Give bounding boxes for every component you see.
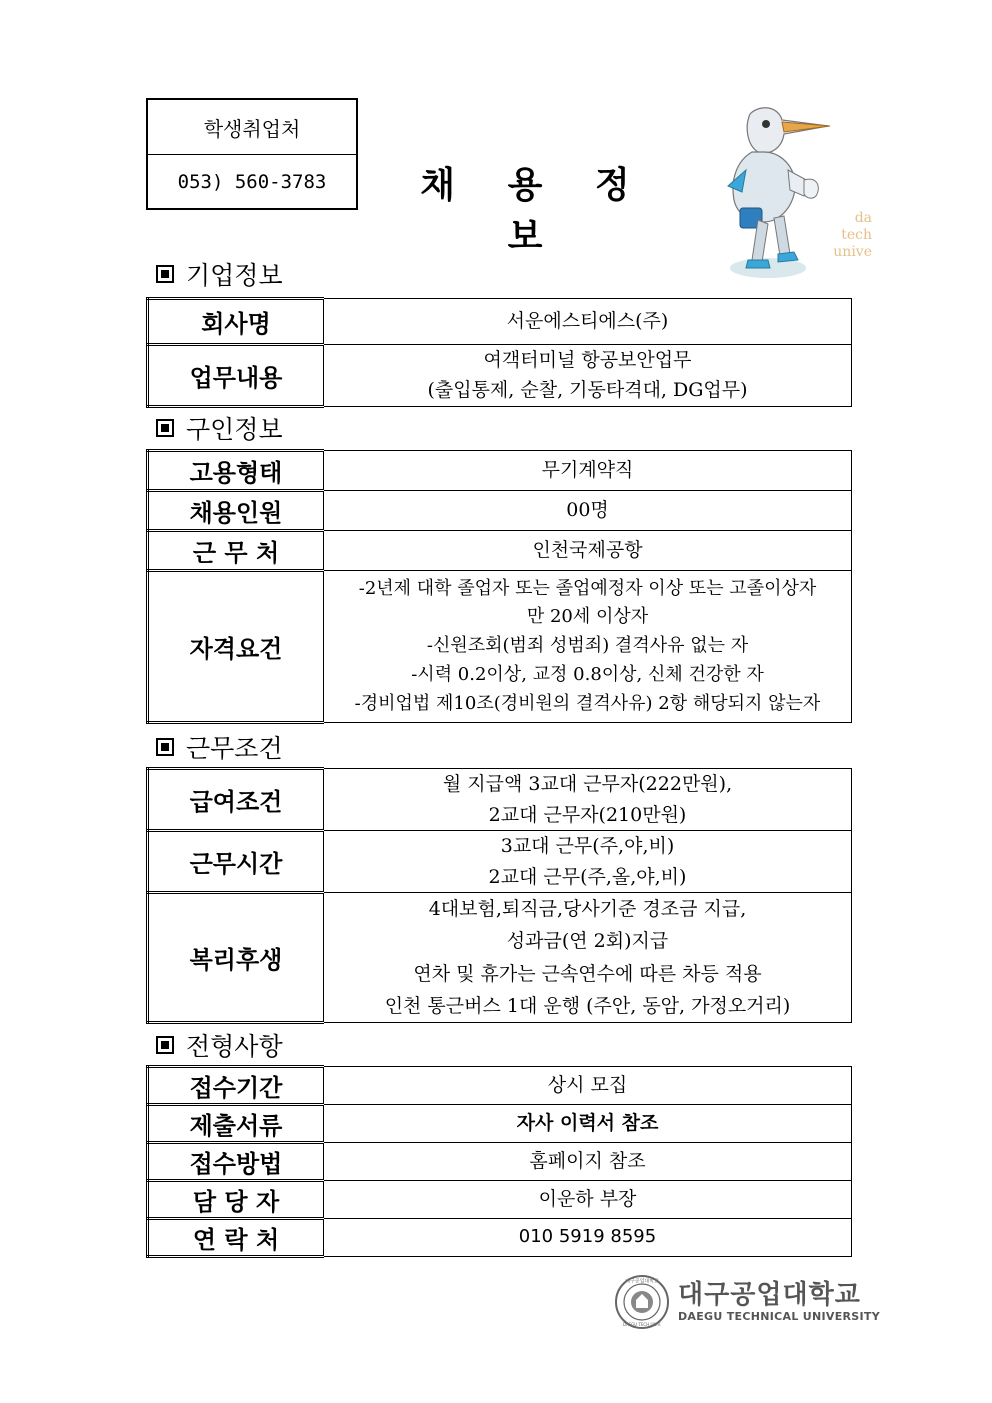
value-line: 010 5919 8595	[518, 1226, 657, 1248]
table-row	[148, 451, 852, 491]
seal-text: 대구공업대학교	[625, 1278, 659, 1285]
value-line: 상시 모집	[547, 1074, 628, 1097]
table-row	[148, 491, 852, 531]
row-label: 복리후생	[148, 893, 324, 1023]
row-value	[324, 893, 852, 1023]
row-value	[324, 769, 852, 831]
row-value	[324, 345, 852, 407]
contact-label: 학생취업처	[203, 116, 301, 141]
university-name	[678, 1281, 880, 1323]
table-row	[148, 1105, 852, 1143]
table-row	[148, 571, 852, 723]
square-bullet-icon	[156, 419, 174, 437]
row-value	[324, 831, 852, 893]
value-line: -시력 0.2이상, 교정 0.8이상, 신체 건강한 자	[411, 663, 764, 685]
value-line: 인천 통근버스 1대 운행 (주안, 동암, 가정오거리)	[384, 994, 791, 1017]
row-value	[324, 1105, 852, 1143]
table-row	[148, 1067, 852, 1105]
value-line: 홈페이지 참조	[529, 1150, 646, 1173]
watermark-line-3: unive	[833, 244, 872, 260]
row-label: 접수방법	[148, 1143, 324, 1181]
value-line: 00명	[566, 499, 609, 522]
row-label: 담 당 자	[148, 1181, 324, 1219]
row-value	[324, 571, 852, 723]
contact-phone: 053) 560-3783	[148, 154, 356, 208]
table-row	[148, 893, 852, 1023]
value-line: 성과금(연 2회)지급	[506, 930, 669, 953]
row-value	[324, 491, 852, 531]
process-info-table	[146, 1065, 852, 1258]
page-title: 채 용 정 보	[420, 165, 650, 257]
seal-text-en: DAEGU TECH UNIV.	[622, 1322, 662, 1327]
square-bullet-icon	[156, 265, 174, 283]
row-label: 자격요건	[148, 571, 324, 723]
table-row	[148, 769, 852, 831]
square-bullet-icon	[156, 1036, 174, 1054]
value-line: 인천국제공항	[532, 539, 643, 562]
row-label: 회사명	[148, 299, 324, 345]
row-label: 급여조건	[148, 769, 324, 831]
value-line: 서운에스티에스(주)	[506, 310, 669, 333]
square-bullet-icon	[156, 738, 174, 756]
value-line: 여객터미널 항공보안업무	[483, 349, 692, 371]
table-row	[148, 299, 852, 345]
section-heading-text: 구인정보	[186, 415, 283, 444]
university-seal-icon	[614, 1274, 670, 1330]
row-label: 채용인원	[148, 491, 324, 531]
table-row	[148, 1219, 852, 1257]
section-heading-process	[156, 1027, 283, 1063]
table-row	[148, 345, 852, 407]
value-line: 무기계약직	[541, 459, 634, 482]
value-line: -신원조회(범죄 성범죄) 결격사유 없는 자	[426, 635, 749, 657]
value-line: 2교대 근무자(210만원)	[488, 803, 687, 826]
row-label: 연 락 처	[148, 1219, 324, 1257]
row-value	[324, 1067, 852, 1105]
value-line: 자사 이력서 참조	[516, 1112, 659, 1135]
row-label: 업무내용	[148, 345, 324, 407]
row-label: 근 무 처	[148, 531, 324, 571]
table-row	[148, 831, 852, 893]
table-row	[148, 531, 852, 571]
section-heading-company	[156, 256, 283, 292]
value-line: 이운하 부장	[538, 1188, 637, 1211]
table-row	[148, 1181, 852, 1219]
row-value	[324, 1219, 852, 1257]
row-value	[324, 531, 852, 571]
watermark-line-1: da	[854, 210, 872, 226]
recruit-info-table	[146, 449, 852, 724]
value-line: (출입통제, 순찰, 기동타격대, DG업무)	[427, 379, 748, 402]
watermark-line-2: tech	[841, 227, 872, 243]
conditions-info-table	[146, 767, 852, 1024]
value-line: 월 지급액 3교대 근무자(222만원),	[442, 773, 733, 796]
value-line: -2년제 대학 졸업자 또는 졸업예정자 이상 또는 고졸이상자	[358, 577, 817, 599]
university-name-en: DAEGU TECHNICAL UNIVERSITY	[678, 1309, 880, 1323]
row-value	[324, 1181, 852, 1219]
section-heading-text: 근무조건	[186, 734, 283, 763]
value-line: 2교대 근무(주,올,야,비)	[488, 865, 687, 888]
university-logo	[614, 1274, 880, 1330]
section-heading-text: 전형사항	[186, 1032, 283, 1061]
row-label: 제출서류	[148, 1105, 324, 1143]
section-heading-conditions	[156, 729, 283, 765]
university-name-ko: 대구공업대학교	[678, 1280, 861, 1311]
section-heading-recruit	[156, 410, 283, 446]
row-value	[324, 451, 852, 491]
company-info-table	[146, 297, 852, 408]
contact-box	[146, 98, 358, 210]
value-line: 4대보험,퇴직금,당사기준 경조금 지급,	[428, 898, 747, 920]
value-line: 연차 및 휴가는 근속연수에 따른 차등 적용	[413, 962, 762, 985]
row-value	[324, 299, 852, 345]
row-label: 접수기간	[148, 1067, 324, 1105]
row-label: 근무시간	[148, 831, 324, 893]
row-label: 고용형태	[148, 451, 324, 491]
table-row	[148, 1143, 852, 1181]
row-value	[324, 1143, 852, 1181]
section-heading-text: 기업정보	[186, 261, 283, 290]
value-line: 만 20세 이상자	[526, 606, 649, 628]
value-line: -경비업법 제10조(경비원의 결격사유) 2항 해당되지 않는자	[354, 692, 821, 714]
value-line: 3교대 근무(주,야,비)	[500, 835, 675, 858]
crane-mascot-icon	[708, 100, 860, 290]
mascot-watermark	[828, 210, 872, 261]
